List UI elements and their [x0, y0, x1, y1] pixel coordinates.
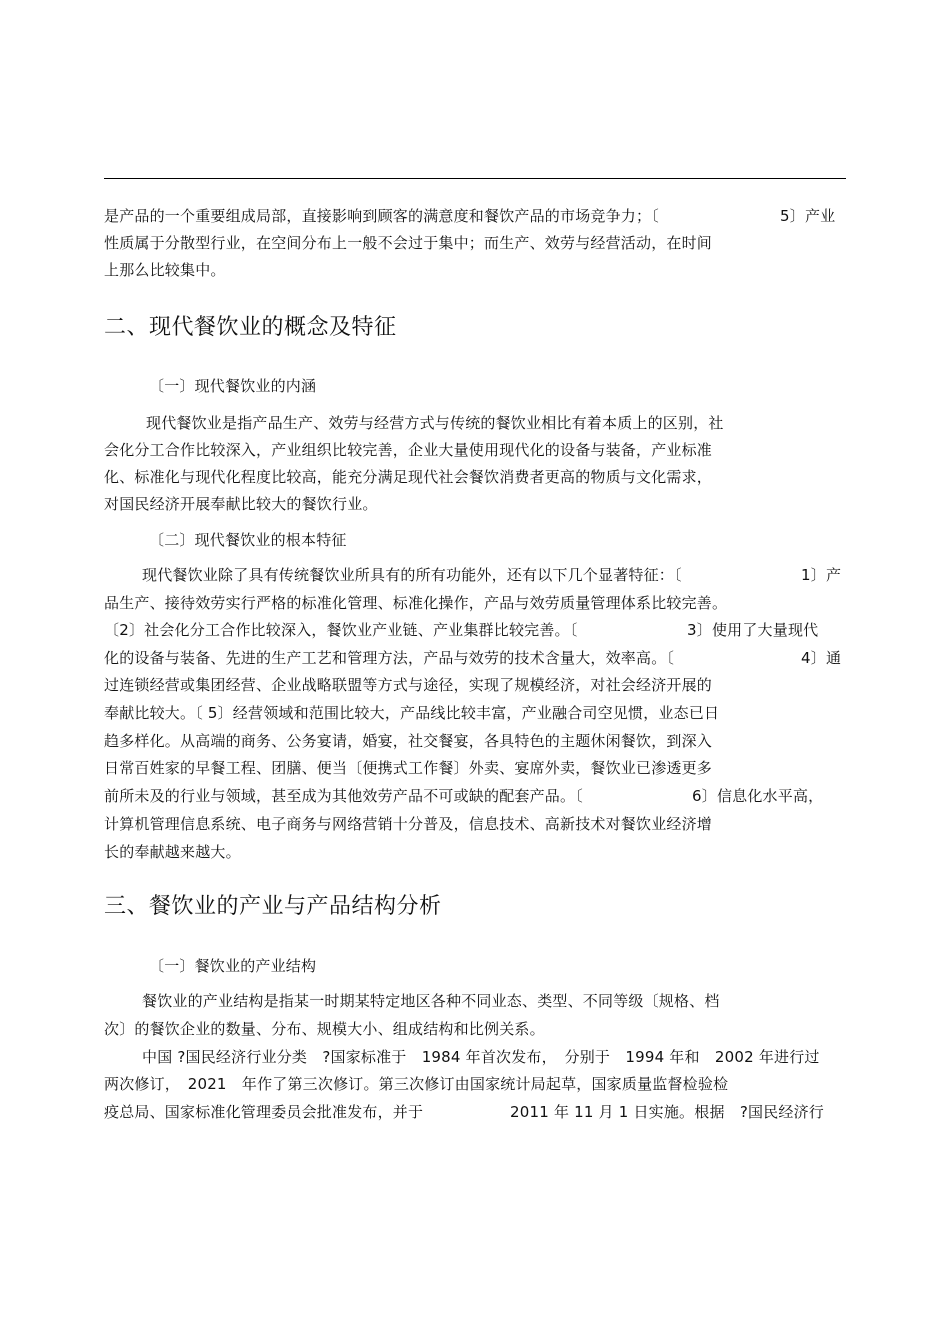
- paragraph-line: 奉献比较大。〔 5〕经营领域和范围比较大，产品线比较丰富，产业融合司空见惯，业态已日: [104, 704, 720, 722]
- text-segment: 化的设备与装备、先进的生产工艺和管理方法，产品与效劳的技术含量大，效率高。〔: [104, 649, 675, 667]
- text-segment: 3〕使用了大量现代: [687, 621, 819, 639]
- paragraph-line: 性质属于分散型行业，在空间分布上一般不会过于集中；而生产、效劳与经营活动，在时间: [104, 234, 713, 252]
- subsection-heading: 〔二〕现代餐饮业的根本特征: [149, 531, 347, 549]
- paragraph-line: 计算机管理信息系统、电子商务与网络营销十分普及，信息技术、高新技术对餐饮业经济增: [104, 815, 713, 833]
- paragraph-line: 过连锁经营或集团经营、企业战略联盟等方式与途径，实现了规模经济，对社会经济开展的: [104, 676, 713, 694]
- subsection-heading: 〔一〕餐饮业的产业结构: [149, 957, 317, 975]
- paragraph-line: 会化分工合作比较深入，产业组织比较完善，企业大量使用现代化的设备与装备，产业标准: [104, 441, 713, 459]
- text-segment: 是产品的一个重要组成局部，直接影响到顾客的满意度和餐饮产品的市场竞争力；〔: [104, 207, 659, 225]
- paragraph-line: 现代餐饮业是指产品生产、效劳与经营方式与传统的餐饮业相比有着本质上的区别，社: [146, 414, 724, 432]
- text-segment: 5〕产业: [780, 207, 836, 225]
- text-segment: 现代餐饮业除了具有传统餐饮业所具有的所有功能外，还有以下几个显著特征：〔: [142, 566, 682, 584]
- text-segment: 2011 年 11 月 1 日实施。根据 ?国民经济行: [510, 1103, 825, 1121]
- text-segment: 疫总局、国家标准化管理委员会批准发布，并于: [104, 1103, 424, 1121]
- text-segment: 6〕信息化水平高，: [692, 787, 824, 805]
- paragraph-line: 长的奉献越来越大。: [104, 843, 241, 861]
- paragraph-line: 品生产、接待效劳实行严格的标准化管理、标准化操作，产品与效劳质量管理体系比较完善。: [104, 594, 728, 612]
- paragraph-line: 化、标准化与现代化程度比较高，能充分满足现代社会餐饮消费者更高的物质与文化需求，: [104, 468, 713, 486]
- paragraph-line: 趋多样化。从高端的商务、公务宴请，婚宴，社交餐宴，各具特色的主题休闲餐饮，到深入: [104, 732, 713, 750]
- subsection-heading: 〔一〕现代餐饮业的内涵: [149, 377, 317, 395]
- paragraph-line: 上那么比较集中。: [104, 261, 226, 279]
- paragraph-line: 对国民经济开展奉献比较大的餐饮行业。: [104, 495, 378, 513]
- text-segment: 〔2〕社会化分工合作比较深入，餐饮业产业链、产业集群比较完善。〔: [104, 621, 578, 639]
- text-segment: 前所未及的行业与领域，甚至成为其他效劳产品不可或缺的配套产品。〔: [104, 787, 583, 805]
- paragraph-line: 日常百姓家的早餐工程、团膳、便当〔便携式工作餐〕外卖、宴席外卖，餐饮业已渗透更多: [104, 759, 713, 777]
- paragraph-line: 中国 ?国民经济行业分类 ?国家标准于 1984 年首次发布， 分别于 1994 年和 2002 年进行过: [142, 1048, 820, 1066]
- text-segment: 1〕产: [801, 566, 842, 584]
- paragraph-line: 次〕的餐饮企业的数量、分布、规模大小、组成结构和比例关系。: [104, 1020, 545, 1038]
- section-heading: 二、现代餐饮业的概念及特征: [104, 315, 397, 340]
- paragraph-line: 两次修订， 2021 年作了第三次修订。第三次修订由国家统计局起草，国家质量监督检验检: [104, 1075, 729, 1093]
- text-segment: 4〕通: [801, 649, 842, 667]
- paragraph-line: 餐饮业的产业结构是指某一时期某特定地区各种不同业态、类型、不同等级〔规格、档: [142, 992, 720, 1010]
- section-heading: 三、餐饮业的产业与产品结构分析: [104, 894, 442, 919]
- header-rule: [104, 178, 846, 179]
